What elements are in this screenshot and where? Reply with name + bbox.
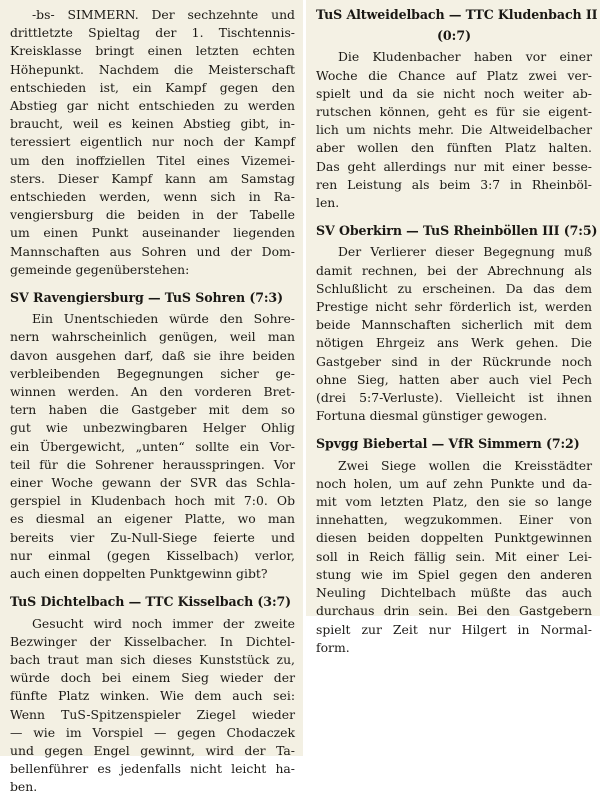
text-line: rutschen können, geht es für sie eigent-: [316, 104, 592, 120]
text-line: lich um nichts mehr. Die Altweidelbacher: [316, 122, 592, 138]
text-line: entschieden ist, ein Kampf gegen den: [10, 79, 295, 95]
match-heading: SV Ravengiersburg — TuS Sohren (7:3): [10, 290, 283, 306]
text-line: bereits vier Zu-Null-Siege feierte und: [10, 529, 295, 545]
text-line: form.: [316, 639, 350, 655]
text-line: Kreisklasse bringt einen letzten echten: [10, 43, 295, 59]
text-line: nötigen Ehrgeiz ans Werk gehen. Die: [316, 335, 592, 351]
text-line: Schlußlicht zu erscheinen. Da das dem: [316, 280, 592, 296]
newspaper-column-right: [306, 0, 600, 655]
text-line: diesen beiden doppelten Punktgewinnen: [316, 530, 592, 546]
text-line: Mannschaften aus Sohren und der Dom-: [10, 243, 295, 259]
text-line: stung wie im Spiel gegen den anderen: [316, 566, 592, 582]
text-line: würde doch bei einem Sieg wieder der: [10, 670, 295, 686]
text-line: aber wollen den fünften Platz halten.: [316, 140, 592, 156]
text-line: einer Woche gewann der SVR das Schla-: [10, 475, 295, 491]
text-line: damit rechnen, bei der Abrechnung als: [316, 262, 592, 278]
text-line: Fortuna diesmal günstiger gewogen.: [316, 408, 548, 424]
text-line: — wie im Vorspiel — gegen Chodaczek: [10, 724, 295, 740]
text-line: Neuling Dichtelbach müßte das auch: [316, 585, 592, 601]
intro-paragraph: [10, 6, 295, 279]
match-heading: TuS Altweidelbach — TTC Kludenbach II: [316, 7, 598, 22]
match-paragraph: [10, 310, 295, 583]
text-line: nur einmal (gegen Kisselbach) verlor,: [10, 547, 295, 563]
text-line: Der Verlierer dieser Begegnung muß: [338, 244, 592, 260]
text-line: mit vom letzten Platz, den sie so lange: [316, 494, 592, 510]
text-line: Wenn TuS-Spitzenspieler Ziegel wieder: [10, 706, 295, 722]
text-line: sters. Dieser Kampf kann am Samstag: [10, 170, 295, 186]
match-heading: SV Oberkirn — TuS Rheinböllen III (7:5): [316, 223, 598, 239]
match-paragraph: [316, 243, 592, 425]
text-line: spielt zur Zeit nur Hilgert in Normal-: [316, 621, 592, 637]
text-line: braucht, weil es keinen Abstieg gibt, in-: [10, 116, 295, 132]
text-line: gemeinde gegenüberstehen:: [10, 261, 190, 277]
text-line: davon ausgehen darf, daß sie ihre beiden: [10, 347, 295, 363]
text-line: ein Übergewicht, „unten“ sollte ein Vor-: [10, 438, 295, 454]
text-line: drittletzte Spieltag der 1. Tischtennis-: [10, 25, 295, 41]
text-line: verbleibenden Begegnungen sicher ge-: [10, 365, 295, 381]
text-line: Ein Unentschieden würde den Sohre-: [32, 311, 295, 327]
match-heading-score: (0:7): [436, 28, 472, 44]
text-line: und gegen Engel gewinnt, wird der Ta-: [10, 742, 295, 758]
text-line: auch einen doppelten Punktgewinn gibt?: [10, 566, 268, 582]
match-heading: Spvgg Biebertal — VfR Simmern (7:2): [316, 436, 580, 452]
text-line: Woche die Chance auf Platz zwei ver-: [316, 67, 592, 83]
text-line: gut wie unbezwingbaren Helger Ohlig: [10, 420, 295, 436]
text-line: Gesucht wird noch immer der zweite: [32, 615, 295, 631]
text-line: vengiersburg die beiden in der Tabelle: [10, 207, 295, 223]
match-heading: TuS Dichtelbach — TTC Kisselbach (3:7): [10, 594, 292, 610]
text-line: noch holen, um auf zehn Punkte und da-: [316, 475, 592, 491]
text-line: um einen Punkt auseinander liegenden: [10, 225, 295, 241]
text-line: Höhepunkt. Nachdem die Meisterschaft: [10, 61, 295, 77]
text-line: entschieden werden, wenn sich in Ra-: [10, 189, 295, 205]
text-line: bach traut man sich dieses Kunststück zu,: [10, 651, 295, 667]
text-line: tern haben die Gastgeber mit dem so: [10, 402, 295, 418]
text-line: Abstieg gar nicht entschieden zu werden: [10, 98, 295, 114]
text-line: ohne Sieg, hatten aber auch viel Pech: [316, 371, 592, 387]
text-line: Prestige nicht sehr förderlich ist, werden: [316, 299, 592, 315]
text-line: gerspiel in Kludenbach hoch mit 7:0. Ob: [10, 493, 295, 509]
text-line: ren Leistung als beim 3:7 in Rheinböl-: [316, 176, 592, 192]
text-line: soll in Reich fällig sein. Mit einer Lei-: [316, 548, 592, 564]
text-line: winnen werden. An den vorderen Bret-: [10, 384, 295, 400]
text-line: es diesmal an eigener Platte, wo man: [10, 511, 295, 527]
text-line: Zwei Siege wollen die Kreisstädter: [338, 457, 592, 473]
text-line: nern wahrscheinlich genügen, weil man: [10, 329, 295, 345]
match-paragraph: [316, 457, 592, 657]
text-line: Gastgeber sind in der Rückrunde noch: [316, 353, 592, 369]
text-line: um den inoffziellen Titel eines Vizemei-: [10, 152, 295, 168]
match-paragraph: [10, 615, 295, 797]
text-line: (drei 5:7-Verluste). Vielleicht ist ihnen: [316, 390, 592, 406]
text-line: Bezwinger der Kisselbacher. In Dichtel-: [10, 633, 295, 649]
text-line: beide Mannschaften sicherlich mit dem: [316, 317, 592, 333]
text-line: durchaus drin sein. Bei den Gastgebern: [316, 603, 592, 619]
text-line: spielt und da sie nicht noch weiter ab-: [316, 85, 592, 101]
text-line: teressiert eigentlich nur noch der Kampf: [10, 134, 295, 150]
text-line: teil für die Sohrener herausspringen. Vor: [10, 456, 295, 472]
text-line: innehatten, wegzukommen. Einer von: [316, 512, 592, 528]
match-paragraph: [316, 48, 592, 212]
text-line: len.: [316, 195, 340, 211]
text-line: bellenführer es jedenfalls nicht leicht ha-: [10, 761, 295, 777]
text-line: Die Kludenbacher haben vor einer: [338, 49, 592, 65]
text-line: ben.: [10, 779, 38, 795]
text-line: fünfte Platz winken. Wie dem auch sei:: [10, 688, 295, 704]
text-line: Das geht allerdings nur mit einer besse-: [316, 158, 592, 174]
text-line: -bs- SIMMERN. Der sechzehnte und: [32, 7, 295, 22]
